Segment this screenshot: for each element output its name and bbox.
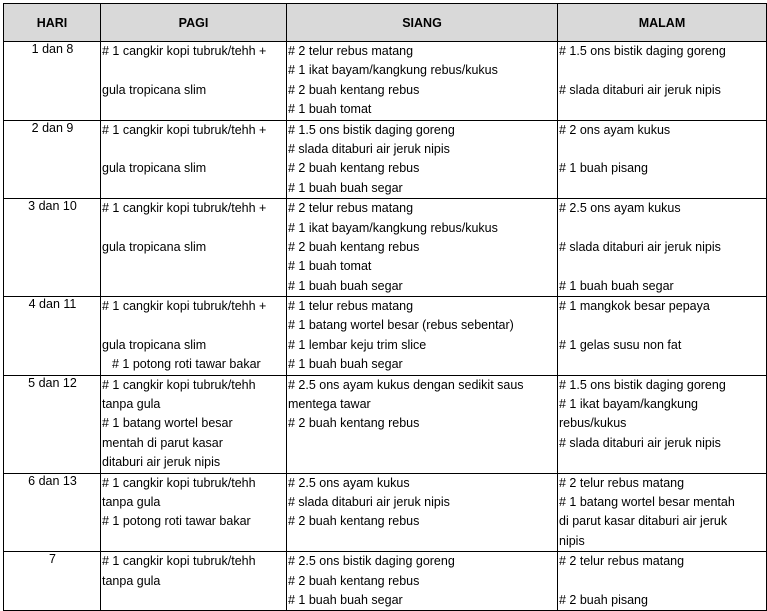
malam-cell: [558, 120, 767, 199]
pagi-line: [102, 316, 286, 335]
pagi-line: [102, 277, 286, 296]
siang-line: # 2 buah kentang rebus: [288, 573, 420, 588]
malam-line: # 2 ons ayam kukus: [559, 122, 671, 137]
siang-line: # 2 buah kentang rebus: [288, 161, 420, 176]
hari-cell: 3 dan 10: [4, 199, 101, 297]
malam-line: # 2.5 ons ayam kukus: [559, 201, 681, 216]
hari-cell: 4 dan 11: [4, 297, 101, 376]
pagi-line: # 1 potong roti tawar bakar: [102, 514, 251, 529]
hari-cell: 1 dan 8: [4, 42, 101, 121]
pagi-cell: [101, 375, 287, 473]
malam-line: # 1 buah pisang: [559, 161, 648, 176]
pagi-line: [102, 591, 286, 610]
table-row: [4, 199, 767, 297]
malam-line: [559, 355, 766, 374]
siang-cell: [287, 297, 558, 376]
siang-line: # 1 buah tomat: [288, 102, 372, 117]
pagi-line: # 1 potong roti tawar bakar: [112, 357, 261, 372]
siang-line: # 1 lembar keju trim slice: [288, 337, 427, 352]
table-body: [4, 42, 767, 611]
siang-line: # 2.5 ons ayam kukus dengan sedikit saus: [288, 377, 524, 392]
siang-line: # 1 batang wortel besar (rebus sebentar): [288, 318, 514, 333]
malam-line: [559, 219, 766, 238]
siang-cell: [287, 552, 558, 611]
malam-cell: [558, 552, 767, 611]
siang-line: # 1 buah tomat: [288, 259, 372, 274]
header-malam: MALAM: [558, 4, 767, 42]
pagi-line: [102, 219, 286, 238]
hari-cell: 5 dan 12: [4, 375, 101, 473]
pagi-line: # 1 cangkir kopi tubruk/tehh: [102, 554, 256, 569]
siang-line: # 1 telur rebus matang: [288, 299, 414, 314]
meal-plan-table: [3, 3, 767, 611]
pagi-line: mentah di parut kasar: [102, 435, 223, 450]
pagi-line: [102, 140, 286, 159]
hari-cell: 7: [4, 552, 101, 611]
pagi-line: gula tropicana slim: [102, 337, 207, 352]
siang-line: # 2 buah kentang rebus: [288, 239, 420, 254]
header-pagi: PAGI: [101, 4, 287, 42]
pagi-line: [102, 100, 286, 119]
siang-line: # 2.5 ons ayam kukus: [288, 475, 410, 490]
siang-line: # 1.5 ons bistik daging goreng: [288, 122, 455, 137]
pagi-line: [102, 61, 286, 80]
malam-line: [559, 316, 766, 335]
table-row: [4, 42, 767, 121]
malam-line: # 1 ikat bayam/kangkung: [559, 397, 698, 412]
pagi-line: gula tropicana slim: [102, 239, 207, 254]
siang-line: # 1 buah buah segar: [288, 278, 403, 293]
malam-cell: [558, 375, 767, 473]
siang-line: # 2 telur rebus matang: [288, 201, 414, 216]
malam-line: [559, 257, 766, 276]
pagi-line: # 1 cangkir kopi tubruk/tehh +: [102, 122, 267, 137]
malam-line: [559, 61, 766, 80]
pagi-line: tanpa gula: [102, 573, 161, 588]
siang-cell: [287, 375, 558, 473]
malam-line: # 2 telur rebus matang: [559, 554, 685, 569]
siang-cell: [287, 199, 558, 297]
siang-line: # 2 telur rebus matang: [288, 44, 414, 58]
pagi-line: gula tropicana slim: [102, 82, 207, 97]
malam-line: # 2 telur rebus matang: [559, 475, 685, 490]
hari-cell: 6 dan 13: [4, 473, 101, 552]
siang-cell: [287, 120, 558, 199]
malam-line: [559, 453, 766, 472]
siang-line: # 2.5 ons bistik daging goreng: [288, 554, 455, 569]
malam-line: [559, 179, 766, 198]
pagi-line: # 1 cangkir kopi tubruk/tehh +: [102, 44, 267, 58]
pagi-line: # 1 cangkir kopi tubruk/tehh +: [102, 201, 267, 216]
malam-line: # slada ditaburi air jeruk nipis: [559, 435, 721, 450]
table-row: [4, 120, 767, 199]
malam-line: # 1 buah buah segar: [559, 278, 674, 293]
table-row: [4, 552, 767, 611]
malam-line: # 1 gelas susu non fat: [559, 337, 682, 352]
malam-line: nipis: [559, 533, 585, 548]
malam-line: # 1.5 ons bistik daging goreng: [559, 377, 726, 392]
pagi-line: tanpa gula: [102, 494, 161, 509]
table-row: [4, 473, 767, 552]
malam-cell: [558, 199, 767, 297]
pagi-line: ditaburi air jeruk nipis: [102, 455, 221, 470]
pagi-cell: [101, 120, 287, 199]
table-row: [4, 375, 767, 473]
pagi-line: gula tropicana slim: [102, 161, 207, 176]
siang-line: # 2 buah kentang rebus: [288, 416, 420, 431]
siang-line: # 1 ikat bayam/kangkung rebus/kukus: [288, 220, 498, 235]
pagi-cell: [101, 552, 287, 611]
siang-line: # 1 buah buah segar: [288, 180, 403, 195]
pagi-line: [102, 179, 286, 198]
siang-line: # 2 buah kentang rebus: [288, 82, 420, 97]
header-row: [4, 4, 767, 42]
malam-line: # slada ditaburi air jeruk nipis: [559, 82, 721, 97]
siang-line: # 1 ikat bayam/kangkung rebus/kukus: [288, 63, 498, 78]
malam-line: [559, 572, 766, 591]
siang-line: # 1 buah buah segar: [288, 357, 403, 372]
siang-line: # 1 buah buah segar: [288, 592, 403, 607]
pagi-cell: [101, 297, 287, 376]
siang-cell: [287, 42, 558, 121]
malam-line: # 1 mangkok besar pepaya: [559, 299, 710, 314]
siang-line: [288, 532, 557, 551]
malam-line: rebus/kukus: [559, 416, 627, 431]
header-siang: SIANG: [287, 4, 558, 42]
siang-line: [288, 453, 557, 472]
siang-line: # slada ditaburi air jeruk nipis: [288, 494, 450, 509]
pagi-cell: [101, 199, 287, 297]
malam-cell: [558, 42, 767, 121]
malam-line: di parut kasar ditaburi air jeruk: [559, 514, 728, 529]
malam-cell: [558, 297, 767, 376]
pagi-line: [102, 532, 286, 551]
header-hari: HARI: [4, 4, 101, 42]
pagi-line: tanpa gula: [102, 397, 161, 412]
malam-line: # slada ditaburi air jeruk nipis: [559, 239, 721, 254]
pagi-line: # 1 batang wortel besar: [102, 416, 233, 431]
pagi-line: # 1 cangkir kopi tubruk/tehh +: [102, 299, 267, 314]
malam-line: [559, 140, 766, 159]
malam-line: # 1.5 ons bistik daging goreng: [559, 44, 726, 58]
siang-line: [288, 434, 557, 453]
malam-cell: [558, 473, 767, 552]
table-row: [4, 297, 767, 376]
malam-line: # 1 batang wortel besar mentah: [559, 494, 735, 509]
siang-line: mentega tawar: [288, 397, 371, 412]
siang-line: # slada ditaburi air jeruk nipis: [288, 141, 450, 156]
siang-line: # 2 buah kentang rebus: [288, 514, 420, 529]
malam-line: # 2 buah pisang: [559, 592, 648, 607]
malam-line: [559, 100, 766, 119]
pagi-cell: [101, 473, 287, 552]
pagi-cell: [101, 42, 287, 121]
siang-cell: [287, 473, 558, 552]
pagi-line: [102, 257, 286, 276]
pagi-line: # 1 cangkir kopi tubruk/tehh: [102, 475, 256, 490]
hari-cell: 2 dan 9: [4, 120, 101, 199]
pagi-line: # 1 cangkir kopi tubruk/tehh: [102, 377, 256, 392]
